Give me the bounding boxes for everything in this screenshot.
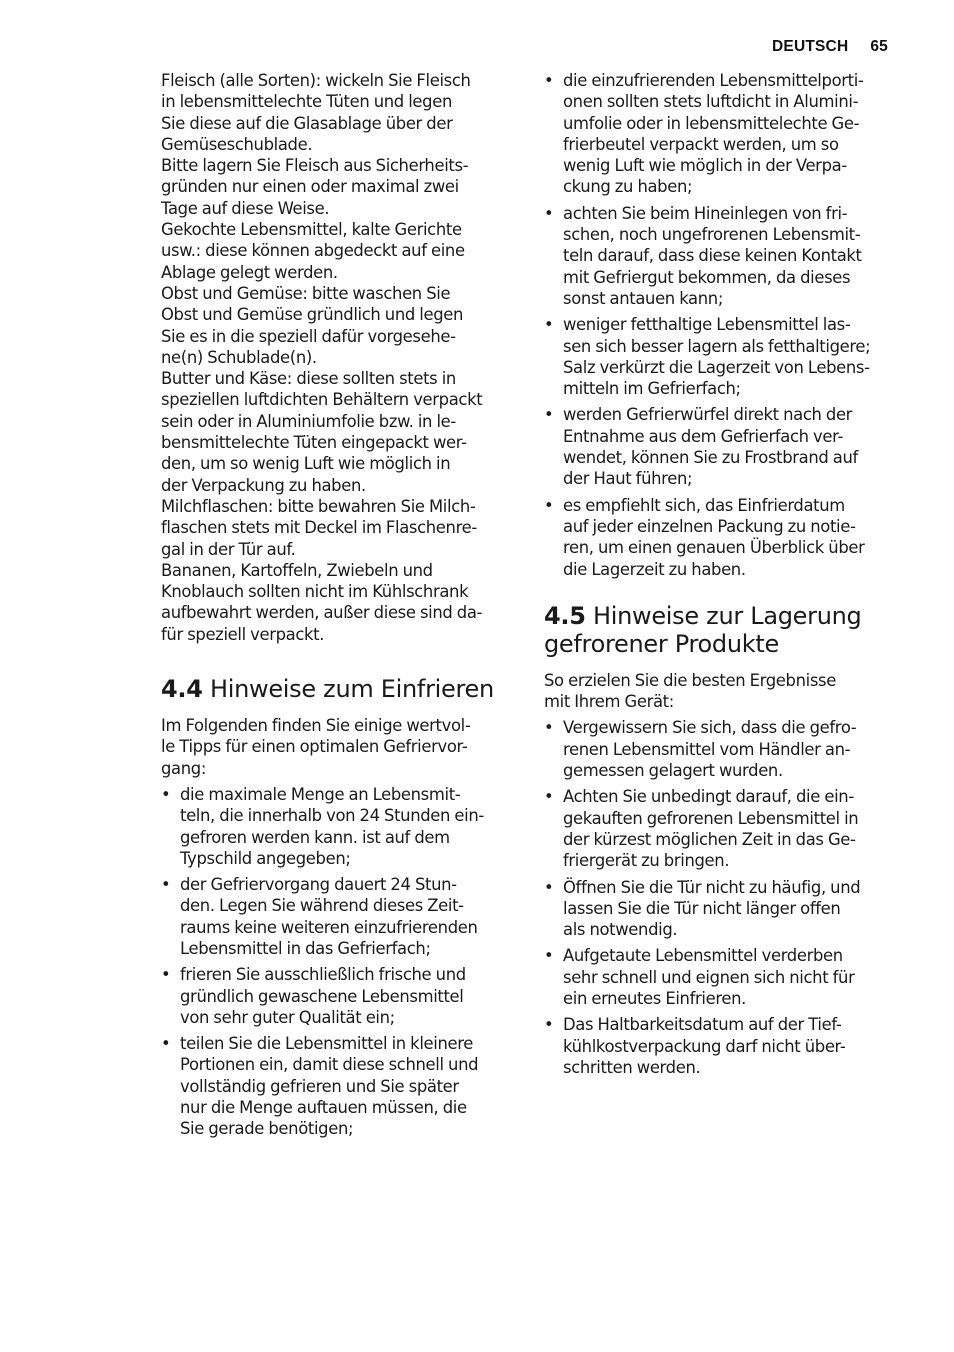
text-line: gefroren werden kann. ist auf dem (180, 827, 450, 847)
bullet-item (544, 717, 900, 781)
text-line: es empfiehlt sich, das Einfrierdatum (563, 495, 845, 515)
text-line: Sie gerade benötigen; (180, 1119, 354, 1139)
text-line: sen sich besser lagern als fetthaltigere; (563, 336, 871, 356)
bullet-icon: • (161, 875, 171, 895)
text-line: der Haut führen; (563, 469, 693, 489)
bullet-item (161, 874, 517, 959)
language-label: DEUTSCH (772, 38, 849, 55)
text-line: bensmittelechte Tüten eingepackt wer- (161, 433, 467, 453)
text-line: von sehr guter Qualität ein; (180, 1007, 395, 1027)
text-line: usw.: diese können abgedeckt auf eine (161, 241, 465, 261)
text-line: Fleisch (alle Sorten): wickeln Sie Fleisch (161, 71, 471, 90)
text-line: wenig Luft wie möglich in der Verpa- (563, 156, 847, 176)
text-line: ren, um einen genauen Überblick über (563, 538, 865, 558)
bullet-icon: • (544, 405, 554, 425)
storage-tips-paragraph (161, 70, 517, 645)
text-line: Ablage gelegt werden. (161, 262, 338, 282)
bullet-item (544, 70, 900, 198)
text-line: auf jeder einzelnen Packung zu notie- (563, 516, 856, 536)
text-line: speziellen luftdichten Behältern verpackt (161, 390, 483, 410)
text-line: die maximale Menge an Lebensmit- (180, 784, 461, 804)
bullet-icon: • (161, 784, 171, 804)
section-title-line: Hinweise zur Lagerung (592, 601, 862, 630)
text-line: umfolie oder in lebensmittelechte Ge- (563, 113, 860, 133)
text-line: teln darauf, dass diese keinen Kontakt (563, 246, 862, 266)
section-4-4-bullet-list (161, 784, 517, 1140)
bullet-item (544, 314, 900, 399)
text-line: gang: (161, 758, 207, 778)
text-line: frierbeutel verpackt werden, um so (563, 134, 839, 154)
text-line: Bitte lagern Sie Fleisch aus Sicherheits- (161, 156, 469, 176)
text-line: wendet, können Sie zu Frostbrand auf (563, 448, 858, 468)
section-title-line: gefrorener Produkte (544, 629, 779, 658)
text-line: sein oder in Aluminiumfolie bzw. in le- (161, 411, 456, 431)
text-line: raums keine weiteren einzufrierenden (180, 917, 478, 937)
text-line: für speziell verpackt. (161, 624, 325, 644)
text-line: schritten werden. (563, 1057, 701, 1077)
text-line: als notwendig. (563, 920, 678, 940)
bullet-item (544, 404, 900, 489)
text-line: werden Gefrierwürfel direkt nach der (563, 405, 853, 425)
text-line: Lebensmittel in das Gefrierfach; (180, 938, 431, 958)
text-line: mit Gefriergut bekommen, da dieses (563, 267, 851, 287)
bullet-icon: • (544, 877, 554, 897)
bullet-icon: • (544, 495, 554, 515)
text-line: Tage auf diese Weise. (161, 198, 330, 218)
page-number: 65 (870, 38, 888, 55)
text-line: Obst und Gemüse: bitte waschen Sie (161, 283, 451, 303)
bullet-icon: • (544, 71, 554, 90)
text-line: So erzielen Sie die besten Ergebnisse (544, 670, 836, 690)
text-line: der Gefriervorgang dauert 24 Stun- (180, 875, 457, 895)
bullet-icon: • (161, 965, 171, 985)
right-column (544, 70, 900, 1083)
bullet-item (544, 786, 900, 871)
text-line: Butter und Käse: diese sollten stets in (161, 369, 456, 389)
section-4-5-bullet-list (544, 717, 900, 1078)
text-line: der kürzest möglichen Zeit in das Ge- (563, 829, 856, 849)
left-column (161, 70, 517, 1145)
text-line: Öffnen Sie die Tür nicht zu häufig, und (563, 877, 861, 897)
text-line: weniger fetthaltige Lebensmittel las- (563, 315, 851, 335)
text-line: Entnahme aus dem Gefrierfach ver- (563, 426, 844, 446)
text-line: die einzufrierenden Lebensmittelporti- (563, 71, 864, 90)
text-line: Gekochte Lebensmittel, kalte Gerichte (161, 220, 462, 240)
text-line: Aufgetaute Lebensmittel verderben (563, 946, 843, 966)
bullet-icon: • (544, 315, 554, 335)
text-line: lassen Sie die Tür nicht länger offen (563, 898, 841, 918)
text-line: Typschild angegeben; (180, 848, 351, 868)
text-line: gründen nur einen oder maximal zwei (161, 177, 459, 197)
bullet-icon: • (544, 787, 554, 807)
text-line: gründlich gewaschene Lebensmittel (180, 986, 464, 1006)
bullet-item (544, 495, 900, 580)
text-line: ckung zu haben; (563, 177, 693, 197)
bullet-icon: • (544, 718, 554, 738)
text-line: in lebensmittelechte Tüten und legen (161, 92, 452, 112)
text-line: ne(n) Schublade(n). (161, 347, 317, 367)
text-line: den. Legen Sie während dieses Zeit- (180, 896, 464, 916)
section-4-4-heading (161, 675, 517, 703)
bullet-item (161, 964, 517, 1028)
text-line: Milchflaschen: bitte bewahren Sie Milch- (161, 496, 476, 516)
bullet-icon: • (544, 946, 554, 966)
text-line: onen sollten stets luftdicht in Alumini- (563, 92, 859, 112)
text-line: renen Lebensmittel vom Händler an- (563, 739, 851, 759)
text-line: Vergewissern Sie sich, dass die gefro- (563, 718, 857, 738)
bullet-item (161, 1033, 517, 1139)
section-4-5-heading (544, 602, 900, 658)
text-line: Gemüseschublade. (161, 134, 313, 154)
bullet-icon: • (544, 1015, 554, 1035)
text-line: Portionen ein, damit diese schnell und (180, 1055, 479, 1075)
freezing-bullet-list (544, 70, 900, 580)
text-line: kühlkostverpackung darf nicht über- (563, 1036, 846, 1056)
bullet-item (544, 1014, 900, 1078)
section-number: 4.5 (544, 601, 586, 630)
text-line: achten Sie beim Hineinlegen von fri- (563, 203, 848, 223)
text-line: teln, die innerhalb von 24 Stunden ein- (180, 806, 484, 826)
text-line: Knoblauch sollten nicht im Kühlschrank (161, 582, 469, 602)
bullet-item (544, 203, 900, 309)
text-line: frieren Sie ausschließlich frische und (180, 965, 466, 985)
text-line: Achten Sie unbedingt darauf, die ein- (563, 787, 854, 807)
text-line: gekauften gefrorenen Lebensmittel in (563, 808, 859, 828)
text-line: sonst antauen kann; (563, 288, 724, 308)
text-line: Obst und Gemüse gründlich und legen (161, 305, 464, 325)
text-line: teilen Sie die Lebensmittel in kleinere (180, 1034, 473, 1054)
bullet-item (544, 945, 900, 1009)
text-line: Salz verkürzt die Lagerzeit von Lebens- (563, 357, 870, 377)
text-line: schen, noch ungefrorenen Lebensmit- (563, 225, 861, 245)
text-line: friergerät zu bringen. (563, 851, 730, 871)
text-line: sehr schnell und eignen sich nicht für (563, 967, 855, 987)
text-line: aufbewahrt werden, außer diese sind da- (161, 603, 483, 623)
text-line: gemessen gelagert wurden. (563, 761, 783, 781)
section-4-5-intro (544, 670, 900, 713)
section-title: Hinweise zum Einfrieren (209, 675, 494, 704)
bullet-item (544, 877, 900, 941)
section-number: 4.4 (161, 675, 203, 704)
text-line: mitteln im Gefrierfach; (563, 379, 741, 399)
text-line: mit Ihrem Gerät: (544, 692, 674, 712)
text-line: Sie es in die speziell dafür vorgesehe- (161, 326, 456, 346)
text-line: Das Haltbarkeitsdatum auf der Tief- (563, 1015, 842, 1035)
text-line: die Lagerzeit zu haben. (563, 559, 746, 579)
text-line: Sie diese auf die Glasablage über der (161, 113, 453, 133)
section-4-4-intro (161, 715, 517, 779)
text-line: ein erneutes Einfrieren. (563, 988, 746, 1008)
text-line: flaschen stets mit Deckel im Flaschenre- (161, 518, 477, 538)
bullet-icon: • (544, 203, 554, 223)
text-line: Bananen, Kartoffeln, Zwiebeln und (161, 560, 433, 580)
text-line: der Verpackung zu haben. (161, 475, 366, 495)
text-line: den, um so wenig Luft wie möglich in (161, 454, 451, 474)
text-line: Im Folgenden finden Sie einige wertvol- (161, 716, 471, 736)
page-header (772, 38, 888, 56)
text-line: nur die Menge auftauen müssen, die (180, 1098, 467, 1118)
bullet-icon: • (161, 1034, 171, 1054)
text-line: le Tipps für einen optimalen Gefriervor- (161, 737, 468, 757)
bullet-item (161, 784, 517, 869)
text-line: vollständig gefrieren und Sie später (180, 1076, 459, 1096)
text-line: gal in der Tür auf. (161, 539, 296, 559)
